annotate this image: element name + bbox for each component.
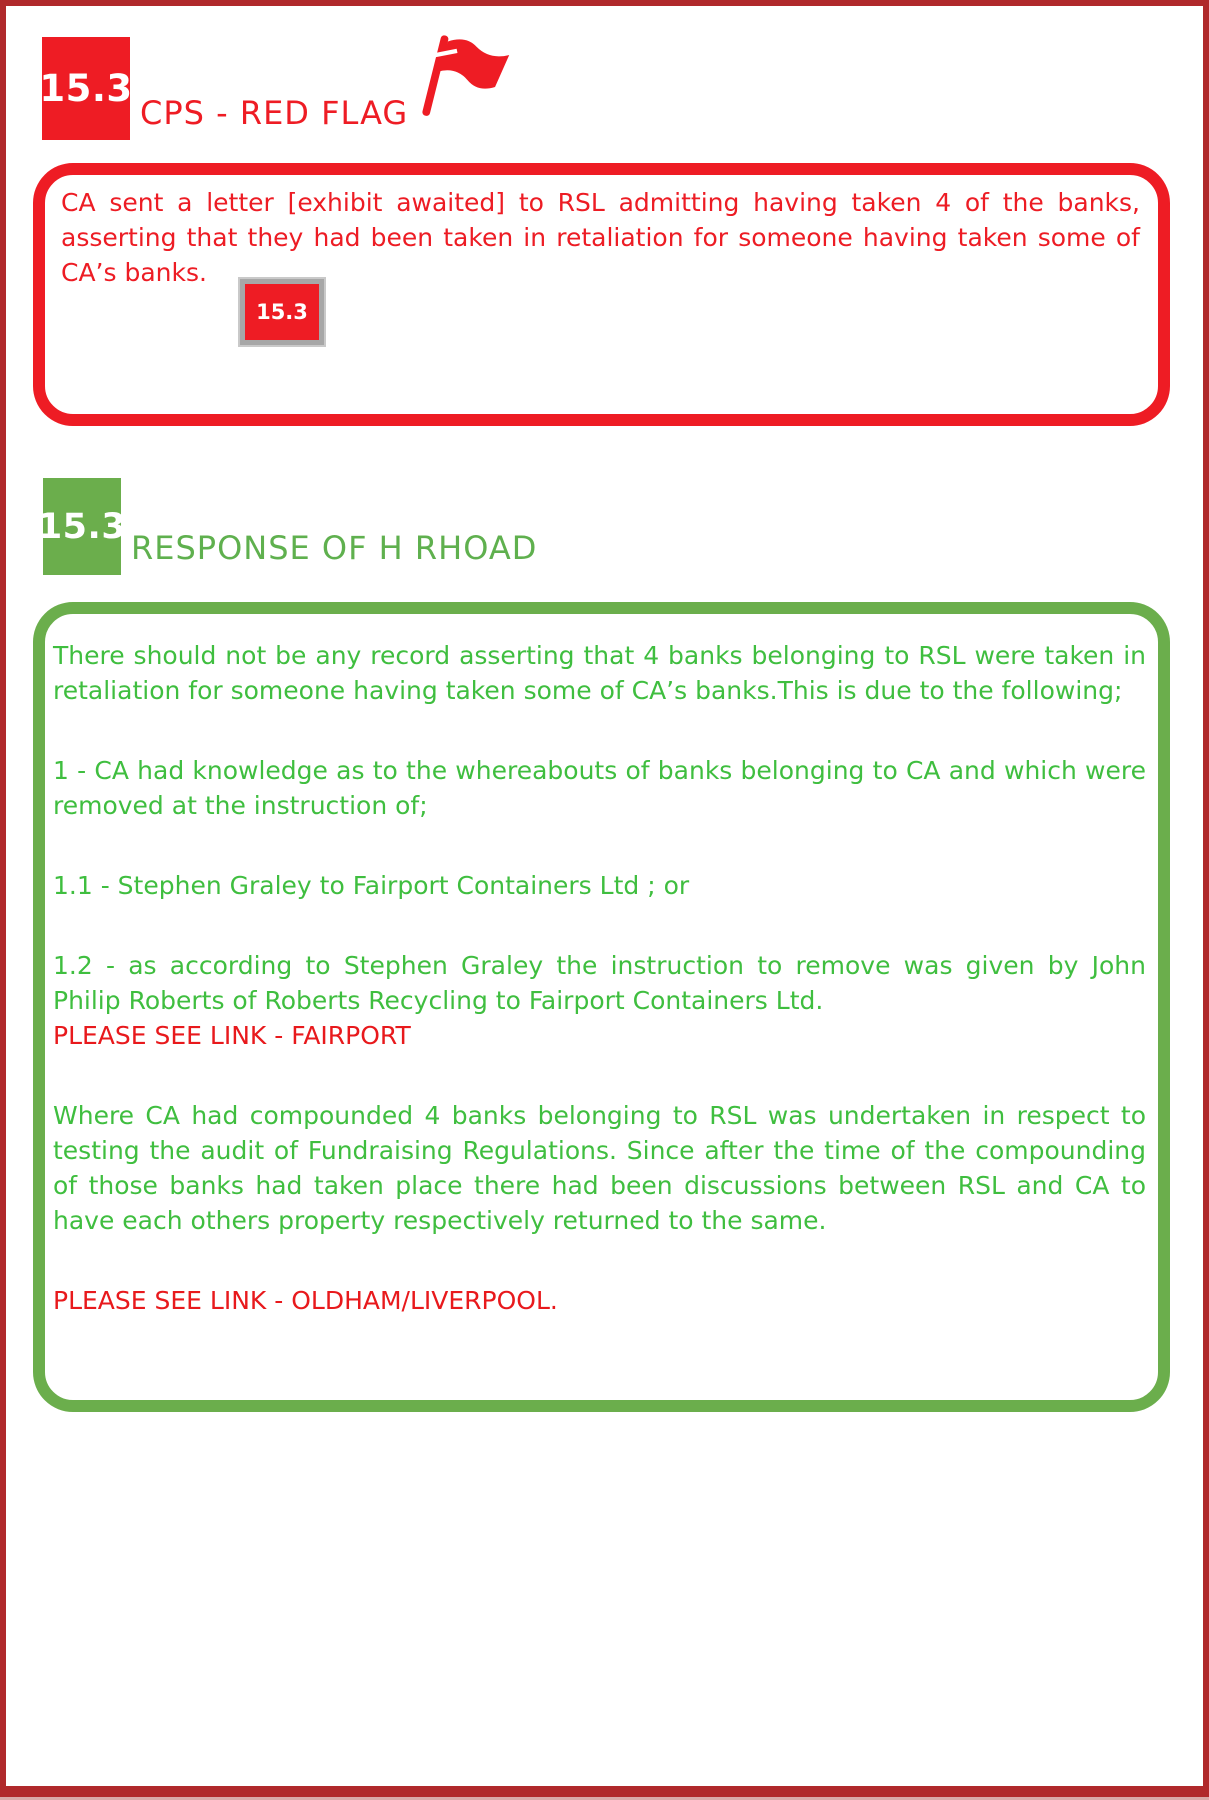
link-oldham-liverpool[interactable]: PLEASE SEE LINK - OLDHAM/LIVERPOOL. [53, 1286, 558, 1315]
response-box [33, 602, 1170, 1412]
link-fairport[interactable]: PLEASE SEE LINK - FAIRPORT [53, 1021, 411, 1050]
green-section-number-badge: 15.3 [43, 478, 121, 575]
red-flag-body-text: CA sent a letter [exhibit awaited] to RSL admitting having taken 4 of the banks, asserting that they had been taken in retaliation for someone having taken some of CA’s banks. [61, 188, 1140, 287]
response-paragraph: There should not be any record asserting that 4 banks belonging to RSL were taken in retaliation for someone having taken some of CA’s banks.This is due to the following; [53, 641, 1146, 705]
red-flag-icon [413, 31, 517, 135]
response-paragraph: 1.2 - as according to Stephen Graley the instruction to remove was given by John Philip Roberts of Roberts Recycling to Fairport Containers Ltd. [53, 951, 1146, 1015]
response-paragraph: 1.1 - Stephen Graley to Fairport Containers Ltd ; or [53, 871, 690, 900]
slide-thumbnail-badge: 15.3 [240, 279, 324, 345]
red-section-header [39, 37, 508, 140]
red-section-title: CPS - RED FLAG [140, 94, 409, 132]
green-section-title: RESPONSE OF H RHOAD [131, 529, 538, 567]
green-section-header [37, 478, 538, 575]
bottom-red-bar [0, 1786, 1209, 1797]
response-paragraph: 1 - CA had knowledge as to the whereabouts of banks belonging to CA and which were removed at the instruction of; [53, 756, 1146, 820]
red-flag-box [33, 163, 1170, 426]
response-paragraph: Where CA had compounded 4 banks belonging to RSL was undertaken in respect to testing the audit of Fundraising Regulations. Since after the time of the compounding of those banks had taken place there had been discussions between RSL and CA to have each others property respectively returned to the same. [53, 1101, 1146, 1235]
red-section-number-badge: 15.3 [42, 37, 130, 140]
